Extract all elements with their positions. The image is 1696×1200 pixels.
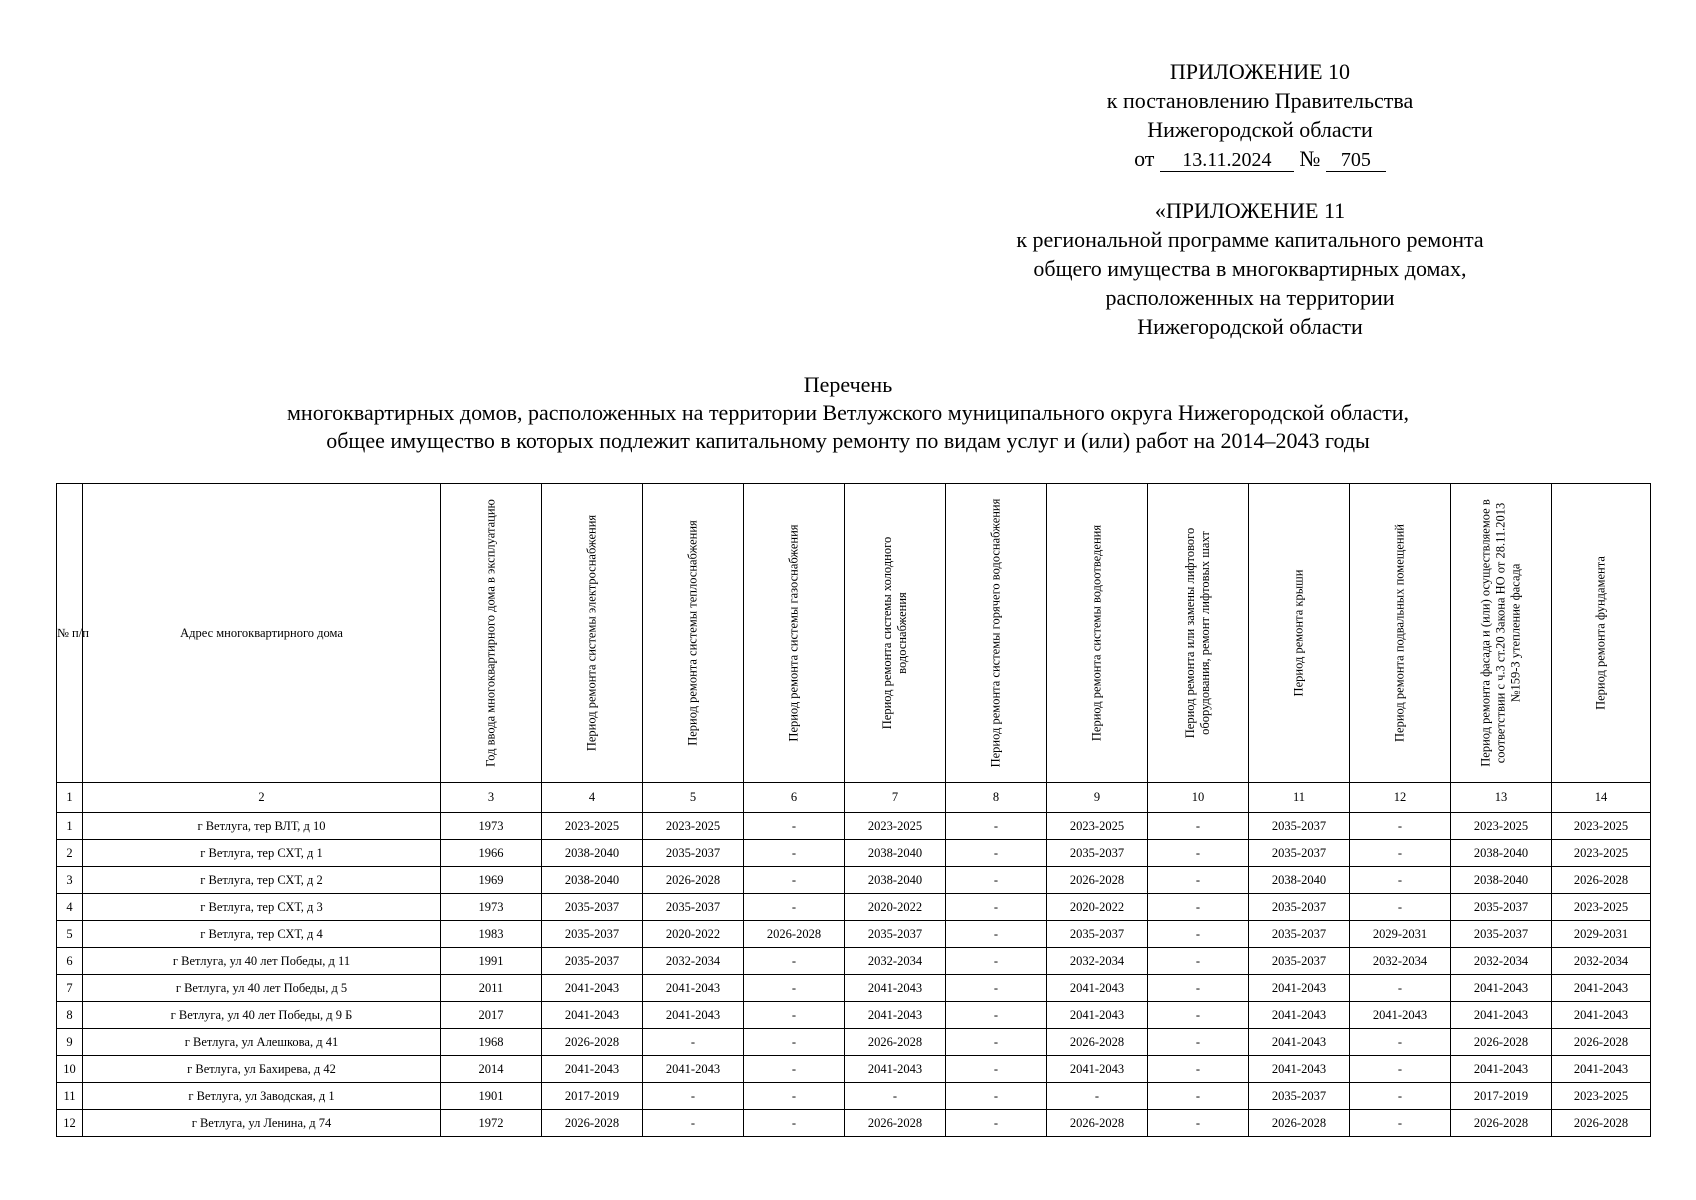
facade-cell: 2023-2025 (1451, 813, 1552, 840)
document-title-line2: многоквартирных домов, расположенных на территории Ветлужского муниципального округа Нижегородской области, (287, 400, 1409, 425)
row-number-cell: 7 (57, 975, 83, 1002)
year-cell: 1969 (441, 867, 542, 894)
heating-cell: 2020-2022 (643, 921, 744, 948)
basement-cell: - (1350, 813, 1451, 840)
elevator-cell: - (1148, 975, 1249, 1002)
drainage-cell: 2026-2028 (1047, 1110, 1148, 1137)
year-cell: 1983 (441, 921, 542, 948)
heating-cell: - (643, 1029, 744, 1056)
table-row (57, 1056, 1651, 1083)
table-row (57, 1083, 1651, 1110)
address-cell: г Ветлуга, ул 40 лет Победы, д 9 Б (83, 1002, 441, 1029)
drainage-cell: 2035-2037 (1047, 921, 1148, 948)
drainage-cell: 2041-2043 (1047, 975, 1148, 1002)
header-gas: Период ремонта системы газоснабжения (744, 484, 845, 783)
column-number-row (57, 783, 1651, 813)
hot-water-cell: - (946, 1056, 1047, 1083)
cold-water-cell: 2032-2034 (845, 948, 946, 975)
address-cell: г Ветлуга, ул 40 лет Победы, д 5 (83, 975, 441, 1002)
address-cell: г Ветлуга, тер ВЛТ, д 10 (83, 813, 441, 840)
document-title (0, 371, 1696, 455)
gas-cell: - (744, 1029, 845, 1056)
row-number-cell: 1 (57, 813, 83, 840)
address-cell: г Ветлуга, тер СХТ, д 2 (83, 867, 441, 894)
table-row (57, 1110, 1651, 1137)
foundation-cell: 2026-2028 (1552, 867, 1651, 894)
table-row (57, 1002, 1651, 1029)
appendix-11-line2: к региональной программе капитального ремонта (1016, 227, 1484, 252)
drainage-cell: 2020-2022 (1047, 894, 1148, 921)
electricity-cell: 2041-2043 (542, 1002, 643, 1029)
gas-cell: - (744, 975, 845, 1002)
year-cell: 1973 (441, 813, 542, 840)
table-row (57, 894, 1651, 921)
facade-cell: 2038-2040 (1451, 867, 1552, 894)
elevator-cell: - (1148, 1056, 1249, 1083)
year-cell: 1972 (441, 1110, 542, 1137)
drainage-cell: 2026-2028 (1047, 1029, 1148, 1056)
roof-cell: 2035-2037 (1249, 921, 1350, 948)
electricity-cell: 2035-2037 (542, 894, 643, 921)
year-cell: 2017 (441, 1002, 542, 1029)
roof-cell: 2026-2028 (1249, 1110, 1350, 1137)
hot-water-cell: - (946, 1110, 1047, 1137)
elevator-cell: - (1148, 1002, 1249, 1029)
foundation-cell: 2032-2034 (1552, 948, 1651, 975)
hot-water-cell: - (946, 948, 1047, 975)
cold-water-cell: - (845, 1083, 946, 1110)
date-prefix: от (1134, 146, 1155, 171)
row-number-cell: 4 (57, 894, 83, 921)
roof-cell: 2035-2037 (1249, 813, 1350, 840)
drainage-cell: 2032-2034 (1047, 948, 1148, 975)
hot-water-cell: - (946, 1029, 1047, 1056)
cold-water-cell: 2038-2040 (845, 867, 946, 894)
roof-cell: 2035-2037 (1249, 948, 1350, 975)
appendix-11-title: «ПРИЛОЖЕНИЕ 11 (1154, 198, 1346, 223)
header-roof: Период ремонта крыши (1249, 484, 1350, 783)
hot-water-cell: - (946, 813, 1047, 840)
resolution-date: 13.11.2024 (1160, 149, 1294, 172)
facade-cell: 2026-2028 (1451, 1110, 1552, 1137)
facade-cell: 2017-2019 (1451, 1083, 1552, 1110)
column-number: 6 (744, 783, 845, 813)
basement-cell: 2041-2043 (1350, 1002, 1451, 1029)
heating-cell: 2035-2037 (643, 894, 744, 921)
hot-water-cell: - (946, 921, 1047, 948)
row-number-cell: 5 (57, 921, 83, 948)
year-cell: 1968 (441, 1029, 542, 1056)
basement-cell: - (1350, 867, 1451, 894)
heating-cell: 2041-2043 (643, 975, 744, 1002)
foundation-cell: 2026-2028 (1552, 1110, 1651, 1137)
roof-cell: 2038-2040 (1249, 867, 1350, 894)
drainage-cell: 2026-2028 (1047, 867, 1148, 894)
roof-cell: 2041-2043 (1249, 1002, 1350, 1029)
appendix-10-line2: к постановлению Правительства (1106, 88, 1414, 113)
appendix-10-header (1030, 57, 1490, 173)
roof-cell: 2041-2043 (1249, 1029, 1350, 1056)
resolution-number: 705 (1326, 149, 1386, 172)
cold-water-cell: 2041-2043 (845, 1002, 946, 1029)
header-address: Адрес многоквартирного дома (83, 484, 441, 783)
appendix-11-line5: Нижегородской области (1137, 314, 1363, 339)
facade-cell: 2032-2034 (1451, 948, 1552, 975)
foundation-cell: 2023-2025 (1552, 894, 1651, 921)
row-number-cell: 3 (57, 867, 83, 894)
basement-cell: 2032-2034 (1350, 948, 1451, 975)
drainage-cell: 2041-2043 (1047, 1002, 1148, 1029)
foundation-cell: 2041-2043 (1552, 975, 1651, 1002)
facade-cell: 2041-2043 (1451, 975, 1552, 1002)
table-row (57, 813, 1651, 840)
row-number-cell: 12 (57, 1110, 83, 1137)
gas-cell: - (744, 840, 845, 867)
appendix-11-header (940, 196, 1560, 341)
elevator-cell: - (1148, 1083, 1249, 1110)
address-cell: г Ветлуга, ул Заводская, д 1 (83, 1083, 441, 1110)
header-elevator: Период ремонта или замены лифтового оборудования, ремонт лифтовых шахт (1148, 484, 1249, 783)
electricity-cell: 2026-2028 (542, 1110, 643, 1137)
cold-water-cell: 2026-2028 (845, 1029, 946, 1056)
elevator-cell: - (1148, 813, 1249, 840)
header-cold-water: Период ремонта системы холодного водоснабжения (845, 484, 946, 783)
foundation-cell: 2023-2025 (1552, 1083, 1651, 1110)
heating-cell: - (643, 1083, 744, 1110)
basement-cell: - (1350, 894, 1451, 921)
facade-cell: 2038-2040 (1451, 840, 1552, 867)
facade-cell: 2026-2028 (1451, 1029, 1552, 1056)
gas-cell: - (744, 867, 845, 894)
heating-cell: 2041-2043 (643, 1002, 744, 1029)
roof-cell: 2041-2043 (1249, 1056, 1350, 1083)
elevator-cell: - (1148, 948, 1249, 975)
foundation-cell: 2041-2043 (1552, 1056, 1651, 1083)
header-foundation: Период ремонта фундамента (1552, 484, 1651, 783)
basement-cell: - (1350, 1029, 1451, 1056)
hot-water-cell: - (946, 1002, 1047, 1029)
hot-water-cell: - (946, 867, 1047, 894)
address-cell: г Ветлуга, ул Алешкова, д 41 (83, 1029, 441, 1056)
gas-cell: - (744, 948, 845, 975)
electricity-cell: 2026-2028 (542, 1029, 643, 1056)
electricity-cell: 2041-2043 (542, 1056, 643, 1083)
cold-water-cell: 2041-2043 (845, 975, 946, 1002)
address-cell: г Ветлуга, тер СХТ, д 4 (83, 921, 441, 948)
facade-cell: 2041-2043 (1451, 1002, 1552, 1029)
cold-water-cell: 2020-2022 (845, 894, 946, 921)
electricity-cell: 2038-2040 (542, 840, 643, 867)
elevator-cell: - (1148, 1110, 1249, 1137)
document-title-line1: Перечень (803, 372, 893, 397)
row-number-cell: 9 (57, 1029, 83, 1056)
hot-water-cell: - (946, 975, 1047, 1002)
hot-water-cell: - (946, 894, 1047, 921)
electricity-cell: 2017-2019 (542, 1083, 643, 1110)
foundation-cell: 2023-2025 (1552, 813, 1651, 840)
column-number: 3 (441, 783, 542, 813)
appendix-10-date-line (1030, 144, 1490, 173)
column-number: 1 (57, 783, 83, 813)
elevator-cell: - (1148, 867, 1249, 894)
gas-cell: - (744, 1056, 845, 1083)
gas-cell: - (744, 1083, 845, 1110)
row-number-cell: 11 (57, 1083, 83, 1110)
appendix-10-title: ПРИЛОЖЕНИЕ 10 (1169, 59, 1351, 84)
year-cell: 1973 (441, 894, 542, 921)
electricity-cell: 2041-2043 (542, 975, 643, 1002)
heating-cell: 2035-2037 (643, 840, 744, 867)
cold-water-cell: 2038-2040 (845, 840, 946, 867)
facade-cell: 2041-2043 (1451, 1056, 1552, 1083)
elevator-cell: - (1148, 840, 1249, 867)
basement-cell: 2029-2031 (1350, 921, 1451, 948)
roof-cell: 2035-2037 (1249, 894, 1350, 921)
drainage-cell: - (1047, 1083, 1148, 1110)
year-cell: 1966 (441, 840, 542, 867)
column-number: 10 (1148, 783, 1249, 813)
column-number: 4 (542, 783, 643, 813)
header-year-commissioned: Год ввода многоквартирного дома в эксплуатацию (441, 484, 542, 783)
appendix-10-line3: Нижегородской области (1147, 117, 1373, 142)
elevator-cell: - (1148, 1029, 1249, 1056)
repair-schedule-table (56, 483, 1651, 1137)
address-cell: г Ветлуга, ул 40 лет Победы, д 11 (83, 948, 441, 975)
heating-cell: 2026-2028 (643, 867, 744, 894)
cold-water-cell: 2041-2043 (845, 1056, 946, 1083)
roof-cell: 2041-2043 (1249, 975, 1350, 1002)
hot-water-cell: - (946, 1083, 1047, 1110)
drainage-cell: 2035-2037 (1047, 840, 1148, 867)
document-title-line3: общее имущество в которых подлежит капитальному ремонту по видам услуг и (или) работ на 2014–2043 годы (326, 428, 1370, 453)
appendix-11-line3: общего имущества в многоквартирных домах, (1033, 256, 1467, 281)
table-row (57, 1029, 1651, 1056)
header-heating: Период ремонта системы теплоснабжения (643, 484, 744, 783)
address-cell: г Ветлуга, ул Ленина, д 74 (83, 1110, 441, 1137)
roof-cell: 2035-2037 (1249, 1083, 1350, 1110)
table-row (57, 867, 1651, 894)
elevator-cell: - (1148, 921, 1249, 948)
basement-cell: - (1350, 1056, 1451, 1083)
foundation-cell: 2029-2031 (1552, 921, 1651, 948)
column-number: 11 (1249, 783, 1350, 813)
drainage-cell: 2023-2025 (1047, 813, 1148, 840)
number-prefix: № (1299, 146, 1321, 171)
cold-water-cell: 2023-2025 (845, 813, 946, 840)
electricity-cell: 2038-2040 (542, 867, 643, 894)
gas-cell: - (744, 1110, 845, 1137)
year-cell: 2011 (441, 975, 542, 1002)
column-number: 12 (1350, 783, 1451, 813)
facade-cell: 2035-2037 (1451, 894, 1552, 921)
year-cell: 1901 (441, 1083, 542, 1110)
header-electricity: Период ремонта системы электроснабжения (542, 484, 643, 783)
electricity-cell: 2035-2037 (542, 948, 643, 975)
gas-cell: - (744, 894, 845, 921)
column-number: 2 (83, 783, 441, 813)
header-basement: Период ремонта подвальных помещений (1350, 484, 1451, 783)
column-number: 7 (845, 783, 946, 813)
address-cell: г Ветлуга, ул Бахирева, д 42 (83, 1056, 441, 1083)
electricity-cell: 2035-2037 (542, 921, 643, 948)
header-number: № п/п (57, 484, 83, 783)
year-cell: 1991 (441, 948, 542, 975)
table-header-row (57, 484, 1651, 783)
gas-cell: 2026-2028 (744, 921, 845, 948)
table-row (57, 948, 1651, 975)
address-cell: г Ветлуга, тер СХТ, д 3 (83, 894, 441, 921)
header-drainage: Период ремонта системы водоотведения (1047, 484, 1148, 783)
heating-cell: - (643, 1110, 744, 1137)
electricity-cell: 2023-2025 (542, 813, 643, 840)
column-number: 8 (946, 783, 1047, 813)
header-facade: Период ремонта фасада и (или) осуществляемое в соответствии с ч.3 ст.20 Закона НО от 28.11.2013 №159-З утепление фасада (1451, 484, 1552, 783)
heating-cell: 2032-2034 (643, 948, 744, 975)
basement-cell: - (1350, 1110, 1451, 1137)
row-number-cell: 2 (57, 840, 83, 867)
elevator-cell: - (1148, 894, 1249, 921)
table-row (57, 975, 1651, 1002)
basement-cell: - (1350, 1083, 1451, 1110)
cold-water-cell: 2035-2037 (845, 921, 946, 948)
basement-cell: - (1350, 840, 1451, 867)
heating-cell: 2041-2043 (643, 1056, 744, 1083)
header-hot-water: Период ремонта системы горячего водоснабжения (946, 484, 1047, 783)
gas-cell: - (744, 1002, 845, 1029)
foundation-cell: 2023-2025 (1552, 840, 1651, 867)
column-number: 9 (1047, 783, 1148, 813)
row-number-cell: 10 (57, 1056, 83, 1083)
hot-water-cell: - (946, 840, 1047, 867)
column-number: 14 (1552, 783, 1651, 813)
cold-water-cell: 2026-2028 (845, 1110, 946, 1137)
foundation-cell: 2026-2028 (1552, 1029, 1651, 1056)
year-cell: 2014 (441, 1056, 542, 1083)
table-row (57, 921, 1651, 948)
foundation-cell: 2041-2043 (1552, 1002, 1651, 1029)
facade-cell: 2035-2037 (1451, 921, 1552, 948)
appendix-11-line4: расположенных на территории (1105, 285, 1395, 310)
column-number: 13 (1451, 783, 1552, 813)
table-row (57, 840, 1651, 867)
heating-cell: 2023-2025 (643, 813, 744, 840)
roof-cell: 2035-2037 (1249, 840, 1350, 867)
drainage-cell: 2041-2043 (1047, 1056, 1148, 1083)
gas-cell: - (744, 813, 845, 840)
column-number: 5 (643, 783, 744, 813)
row-number-cell: 8 (57, 1002, 83, 1029)
row-number-cell: 6 (57, 948, 83, 975)
basement-cell: - (1350, 975, 1451, 1002)
address-cell: г Ветлуга, тер СХТ, д 1 (83, 840, 441, 867)
